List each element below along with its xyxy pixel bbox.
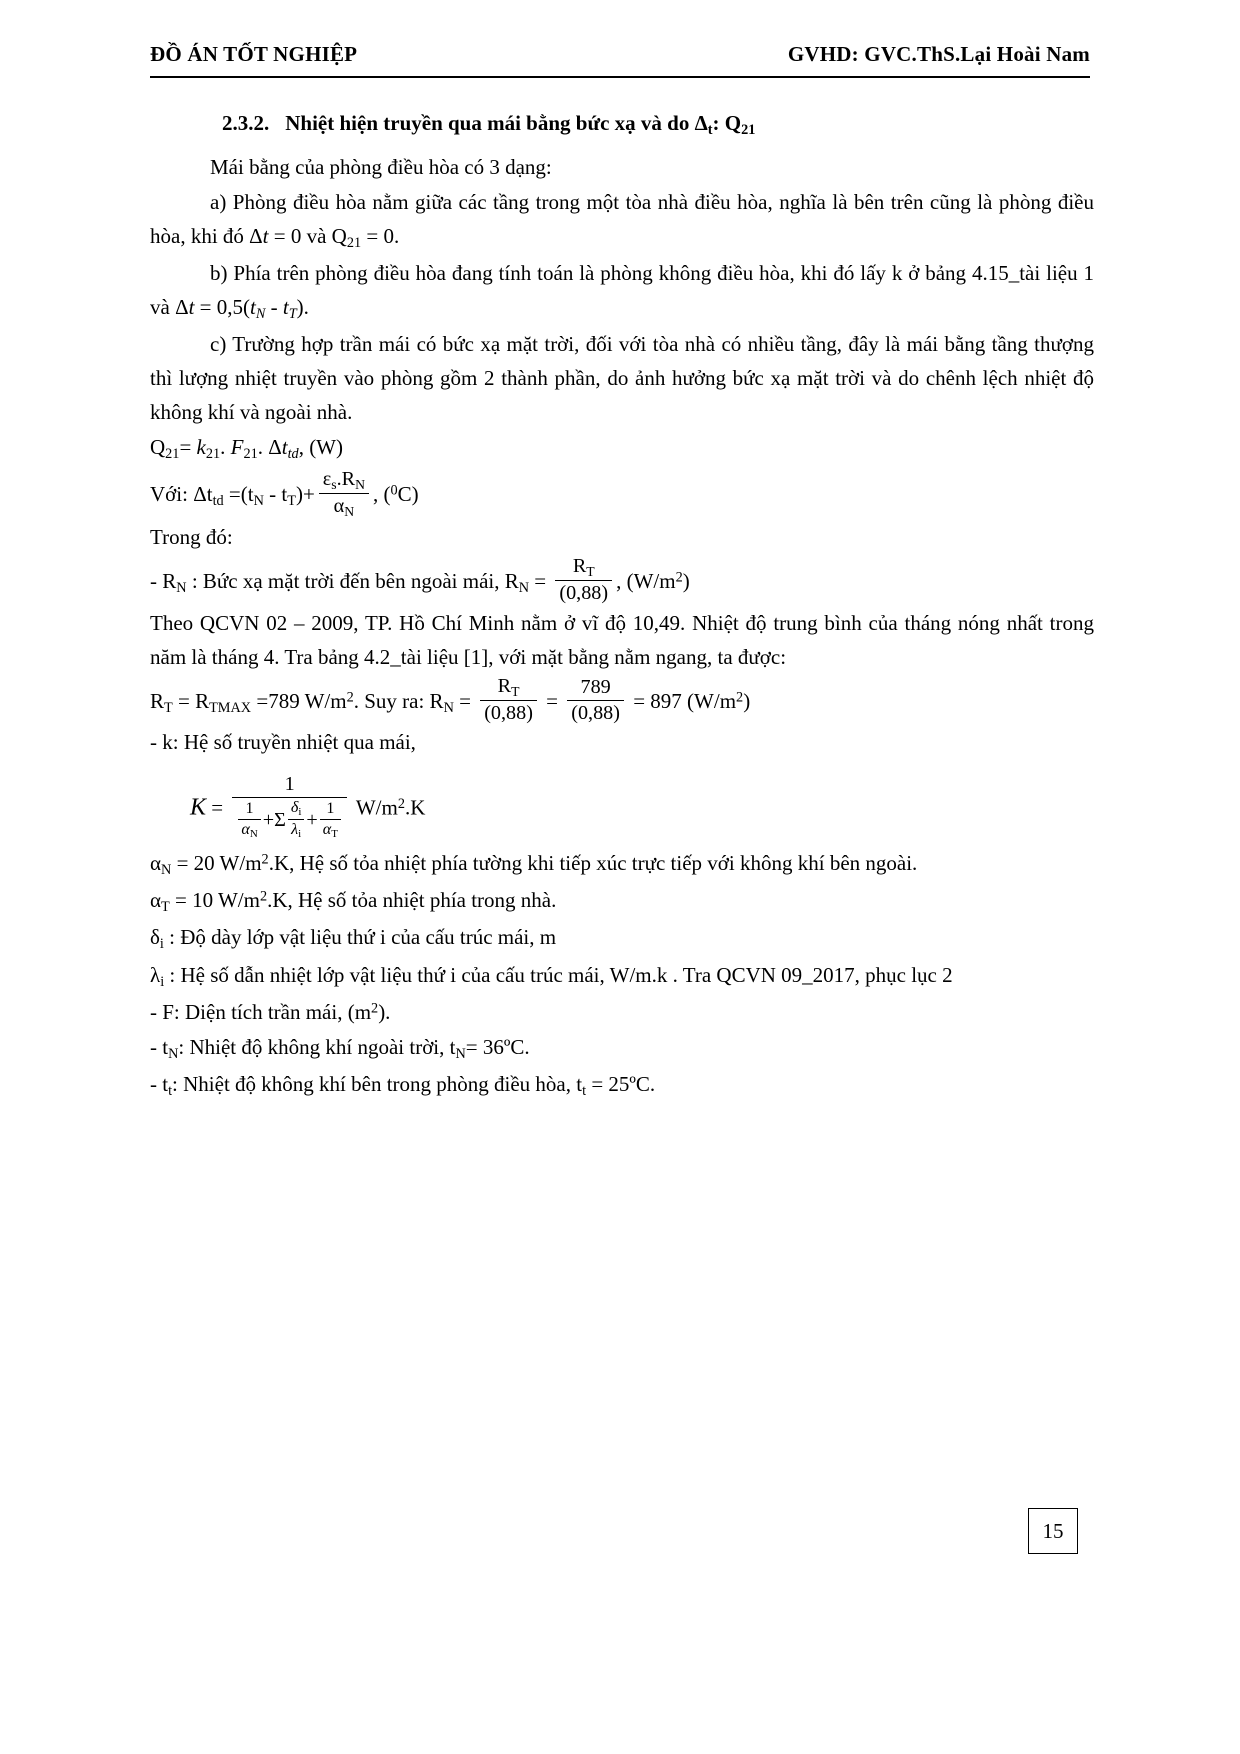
section-title-pre: Nhiệt hiện truyền qua mái bằng bức xạ và do <box>285 111 695 135</box>
alpha-t-symbol: α <box>150 888 162 913</box>
item-a-part3: = 0. <box>361 224 400 249</box>
fraction-1-alphaT <box>320 800 341 840</box>
alpha-t-sub: T <box>161 899 170 916</box>
fraction-denominator <box>320 820 341 840</box>
k-unit-end: .K <box>404 795 426 820</box>
rt-p2: = R <box>172 688 210 713</box>
fraction-789-088 <box>567 676 624 724</box>
dttd-t-sub: td <box>212 492 224 509</box>
eq-k-sub: 21 <box>205 446 221 463</box>
dttd-n-sub: N <box>253 492 264 509</box>
alpha-t-value: = 10 W/m <box>169 888 260 913</box>
lambda-i-symbol: λ <box>150 962 161 987</box>
alphaN-symbol: α <box>241 821 250 839</box>
eps: ε <box>322 467 332 490</box>
section-title-sub-t: t <box>707 121 713 138</box>
header-right-text: GVHD: GVC.ThS.Lại Hoài Nam <box>787 42 1090 66</box>
fraction-numerator: 789 <box>567 676 624 701</box>
rt-eq3-end: ) <box>743 688 751 713</box>
rt-computation-line <box>150 675 1094 725</box>
dttd-unit: , ( <box>372 481 391 506</box>
fraction-numerator <box>555 555 612 581</box>
delta-i-symbol: δ <box>150 925 160 950</box>
section-heading <box>222 106 1094 142</box>
tt-p2: : Nhiệt độ không khí bên trong phòng điều hòa, t <box>172 1071 583 1096</box>
alpha-n-value: = 20 W/m <box>171 851 262 876</box>
item-a-part1: a) Phòng điều hòa nằm giữa các tầng trong một tòa nhà điều hòa, nghĩa là bên trên cũng là phòng điều hòa, khi đó Δ <box>150 190 1094 249</box>
rn-p1: - R <box>150 568 177 593</box>
rn-p2: : Bức xạ mặt trời đến bên ngoài mái, R <box>186 568 519 593</box>
rn-sub: N <box>355 476 365 492</box>
fraction-rt-088 <box>555 555 612 605</box>
eq-k: k <box>196 435 206 460</box>
fraction-numerator <box>288 799 305 820</box>
k-variable: K <box>190 794 207 821</box>
k-plus-sigma: +Σ <box>262 809 286 832</box>
alpha-n-desc: .K, Hệ số tỏa nhiệt phía tường khi tiếp xúc trực tiếp với không khí bên ngoài. <box>268 851 918 876</box>
tn-p3: = 36ºC. <box>465 1034 530 1059</box>
alpha-t-line <box>150 883 1094 919</box>
f-desc: - F: Diện tích trần mái, (m <box>150 999 372 1024</box>
lambda-i-sub: i <box>160 973 165 990</box>
tt-line <box>150 1067 1094 1103</box>
alpha-n-sub: N <box>161 862 172 879</box>
k-plus2: + <box>306 809 318 832</box>
page-header <box>150 42 1090 67</box>
dttd-unit-sup: 0 <box>390 482 398 499</box>
header-divider <box>150 76 1090 78</box>
fraction-numerator: 1 <box>232 773 347 798</box>
item-a-sub: 21 <box>346 235 362 252</box>
k-unit-sup: 2 <box>397 796 405 813</box>
fraction-numerator <box>480 675 537 701</box>
rn-p2-sub: N <box>518 579 530 596</box>
tn-p2: : Nhiệt độ không khí ngoài trời, t <box>178 1034 456 1059</box>
header-left-text: ĐỒ ÁN TỐT NGHIỆP <box>150 42 358 66</box>
tt-p2-sub: t <box>582 1082 587 1099</box>
rn-eq: = <box>529 568 552 593</box>
fraction-delta-lambda <box>288 799 305 840</box>
section-title-sub-21: 21 <box>741 121 756 138</box>
fraction-numerator: 1 <box>320 800 341 820</box>
eps-sub: s <box>331 476 337 492</box>
tt-p3: = 25ºC. <box>586 1071 656 1096</box>
delta-i-sub: i <box>159 936 164 953</box>
item-b-t: t <box>188 295 195 320</box>
equation-q21 <box>150 430 1094 466</box>
alpha-sub: N <box>344 503 355 519</box>
eq-dot2: . <box>257 435 269 460</box>
dttd-delta: Δ <box>193 481 207 506</box>
eq-t: t <box>281 435 288 460</box>
rt-sub: T <box>586 563 595 579</box>
rt-p3: =789 W/m <box>251 688 347 713</box>
fraction-numerator: 1 <box>238 800 260 820</box>
fraction-1-alphaN <box>238 800 260 840</box>
f-end: ). <box>378 999 391 1024</box>
fraction-denominator <box>232 798 347 840</box>
dttd-close: )+ <box>295 481 315 506</box>
page-number-box <box>1028 1508 1078 1554</box>
fraction-denominator <box>238 820 260 840</box>
section-title-post: : Q <box>712 111 742 135</box>
item-b-part3: ). <box>296 295 309 320</box>
item-b-paragraph <box>150 256 1094 326</box>
rt-eq3-sup: 2 <box>736 689 744 706</box>
alphaT-sub: T <box>331 828 338 841</box>
item-b-part2: = 0,5( <box>194 295 251 320</box>
rn-unit-sup: 2 <box>675 569 683 586</box>
tn-p2-sub: N <box>455 1045 466 1062</box>
item-a-paragraph <box>150 185 1094 255</box>
trong-do-label: Trong đó: <box>150 524 233 549</box>
dttd-unit-end: C) <box>397 481 419 506</box>
fraction-denominator <box>288 820 305 840</box>
rt-p4: . Suy ra: R <box>353 688 444 713</box>
rt-eq1: = <box>453 688 477 713</box>
k-equals: = <box>206 795 229 820</box>
dttd-t: t <box>206 481 213 506</box>
dttd-t-sub2: T <box>287 492 296 509</box>
page-content <box>150 100 1094 1104</box>
delta-i-line <box>150 920 1094 956</box>
eps-rest: .R <box>336 467 356 490</box>
rn-p1-sub: N <box>176 579 187 596</box>
item-c-paragraph: c) Trường hợp trần mái có bức xạ mặt trời, đối với tòa nhà có nhiều tầng, đây là mái bằng tầng thượng thì lượng nhiệt truyền vào phòng gồm 2 thành phần, do ảnh hưởng bức xạ mặt trời và do chênh lệch nhiệt độ không khí và ngoài nhà. <box>150 332 1094 425</box>
eq-f: F <box>230 435 244 460</box>
rt-p2-sub: TMAX <box>209 699 252 716</box>
f-line <box>150 995 1094 1029</box>
tn-p1: - t <box>150 1034 169 1059</box>
alphaN-sub: N <box>249 828 258 841</box>
rt-p3-sup: 2 <box>346 689 354 706</box>
fraction-denominator: (0,88) <box>559 582 609 605</box>
alpha-n-symbol: α <box>150 851 162 876</box>
rt-p1: R <box>150 688 165 713</box>
alpha-t-desc: .K, Hệ số tỏa nhiệt phía trong nhà. <box>267 888 557 913</box>
delta-symbol: δ <box>290 798 299 816</box>
fraction-eps-rn-alphan <box>319 468 369 519</box>
rt-eq2: = <box>540 688 564 713</box>
fraction-denominator: (0,88) <box>571 701 620 724</box>
alpha-n-line <box>150 846 1094 882</box>
tn-line <box>150 1030 1094 1066</box>
eq-equals: = <box>179 435 197 460</box>
fraction-rt-088-b <box>480 675 537 725</box>
dttd-prefix: Với: <box>150 481 194 506</box>
lambda-i-line <box>150 958 1094 994</box>
dttd-eq: =(t <box>223 481 254 506</box>
fraction-numerator <box>319 468 369 494</box>
section-number: 2.3.2. <box>222 111 270 135</box>
fraction-denominator <box>319 494 369 519</box>
lambda-i-desc: : Hệ số dẫn nhiệt lớp vật liệu thứ i của cấu trúc mái, W/m.k . Tra QCVN 09_2017, phục lục 2 <box>164 962 953 987</box>
lambda-symbol: λ <box>291 821 299 839</box>
rt-p1-sub: T <box>164 699 173 716</box>
delta-i-desc: : Độ dày lớp vật liệu thứ i của cấu trúc mái, m <box>163 925 557 950</box>
f-sup: 2 <box>371 1000 379 1017</box>
rn-unit-end: ) <box>682 568 690 593</box>
item-b-tt: t <box>282 295 289 320</box>
equation-dttd <box>150 468 1094 519</box>
rt-num: R <box>497 674 512 697</box>
alphaT-symbol: α <box>322 821 332 839</box>
tt-p1-sub: t <box>168 1082 173 1099</box>
fraction-k <box>232 773 347 840</box>
item-b-dash: - <box>265 295 283 320</box>
item-b-tn-sub: N <box>255 306 266 323</box>
rn-unit: , (W/m <box>616 568 676 593</box>
delta-sub: i <box>298 806 302 819</box>
eq-dot1: . <box>220 435 231 460</box>
eq-unit: , (W) <box>298 435 343 460</box>
rt-num-sub: T <box>511 683 520 699</box>
lambda-sub: i <box>298 828 302 841</box>
rn-definition-line <box>150 555 1094 605</box>
alpha-n-sup: 2 <box>261 851 269 868</box>
eq-f-sub: 21 <box>243 446 258 463</box>
eq-delta: Δ <box>268 435 282 460</box>
k-unit: W/m <box>350 795 398 820</box>
alpha: α <box>333 494 345 517</box>
page-number: 15 <box>1042 1518 1064 1543</box>
fraction-denominator: (0,88) <box>484 701 533 724</box>
qcvn-paragraph: Theo QCVN 02 – 2009, TP. Hồ Chí Minh nằm ở vĩ độ 10,49. Nhiệt độ trung bình của tháng nóng nhất trong năm là tháng 4. Tra bảng 4.2_tài liệu [1], với mặt bằng nằm ngang, ta được: <box>150 610 1094 669</box>
k-label-line: - k: Hệ số truyền nhiệt qua mái, <box>150 730 416 755</box>
item-b-tt-sub: T <box>288 306 297 323</box>
eq-q: Q <box>150 435 166 460</box>
item-b-tn: t <box>250 295 256 320</box>
rt-eq3: = 897 (W/m <box>627 688 737 713</box>
item-b-part1: b) Phía trên phòng điều hòa đang tính toán là phòng không điều hòa, khi đó lấy k ở bảng 4.15_tài liệu 1 và Δ <box>150 261 1094 320</box>
rt: R <box>572 554 587 577</box>
item-a-t: t <box>262 224 269 249</box>
eq-t-sub: td <box>287 446 299 463</box>
item-a-part2: = 0 và Q <box>268 224 347 249</box>
dttd-minus: - t <box>263 481 288 506</box>
intro-paragraph: Mái bằng của phòng điều hòa có 3 dạng: <box>210 155 552 180</box>
tt-p1: - t <box>150 1071 169 1096</box>
tn-p1-sub: N <box>168 1045 179 1062</box>
equation-k <box>190 773 1094 840</box>
section-title-delta: Δ <box>694 111 708 135</box>
rt-p4-sub: N <box>443 699 454 716</box>
alpha-t-sup: 2 <box>259 888 268 905</box>
eq-q-sub: 21 <box>165 446 180 463</box>
